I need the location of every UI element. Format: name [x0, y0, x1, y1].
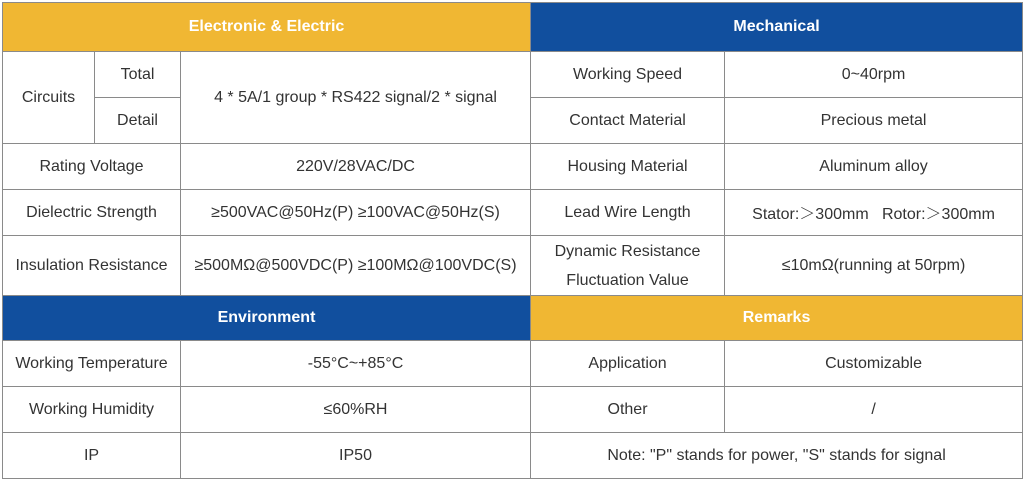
dielectric-strength-value: ≥500VAC@50Hz(P) ≥100VAC@50Hz(S): [181, 190, 531, 236]
ip-label: IP: [3, 433, 181, 479]
circuits-value: 4 * 5A/1 group * RS422 signal/2 * signal: [181, 52, 531, 144]
insulation-resistance-value: ≥500MΩ@500VDC(P) ≥100MΩ@100VDC(S): [181, 236, 531, 296]
working-speed-label: Working Speed: [531, 52, 725, 98]
working-temperature-value: -55°C~+85°C: [181, 341, 531, 387]
rating-voltage-value: 220V/28VAC/DC: [181, 144, 531, 190]
dynamic-resistance-label-line1: Dynamic Resistance: [554, 242, 701, 260]
working-humidity-value: ≤60%RH: [181, 387, 531, 433]
contact-material-label: Contact Material: [531, 98, 725, 144]
ip-value: IP50: [181, 433, 531, 479]
application-label: Application: [531, 341, 725, 387]
lead-wire-length-value: Stator:＞300mm Rotor:＞300mm: [725, 190, 1023, 236]
circuits-label: Circuits: [3, 52, 95, 144]
other-value: /: [725, 387, 1023, 433]
mechanical-header: Mechanical: [531, 3, 1023, 52]
dielectric-strength-label: Dielectric Strength: [3, 190, 181, 236]
working-humidity-label: Working Humidity: [3, 387, 181, 433]
electronic-header: Electronic & Electric: [3, 3, 531, 52]
environment-header: Environment: [3, 296, 531, 341]
rating-voltage-label: Rating Voltage: [3, 144, 181, 190]
housing-material-value: Aluminum alloy: [725, 144, 1023, 190]
dynamic-resistance-value: ≤10mΩ(running at 50rpm): [725, 236, 1023, 296]
dynamic-resistance-label-line2: Fluctuation Value: [566, 271, 689, 289]
dynamic-resistance-label: [531, 236, 725, 296]
other-label: Other: [531, 387, 725, 433]
application-value: Customizable: [725, 341, 1023, 387]
contact-material-value: Precious metal: [725, 98, 1023, 144]
working-speed-value: 0~40rpm: [725, 52, 1023, 98]
spec-table: [2, 2, 1023, 479]
remarks-note: Note: "P" stands for power, "S" stands for signal: [531, 433, 1023, 479]
insulation-resistance-label: Insulation Resistance: [3, 236, 181, 296]
housing-material-label: Housing Material: [531, 144, 725, 190]
detail-label: Detail: [95, 98, 181, 144]
remarks-header: Remarks: [531, 296, 1023, 341]
lead-wire-length-label: Lead Wire Length: [531, 190, 725, 236]
working-temperature-label: Working Temperature: [3, 341, 181, 387]
total-label: Total: [95, 52, 181, 98]
